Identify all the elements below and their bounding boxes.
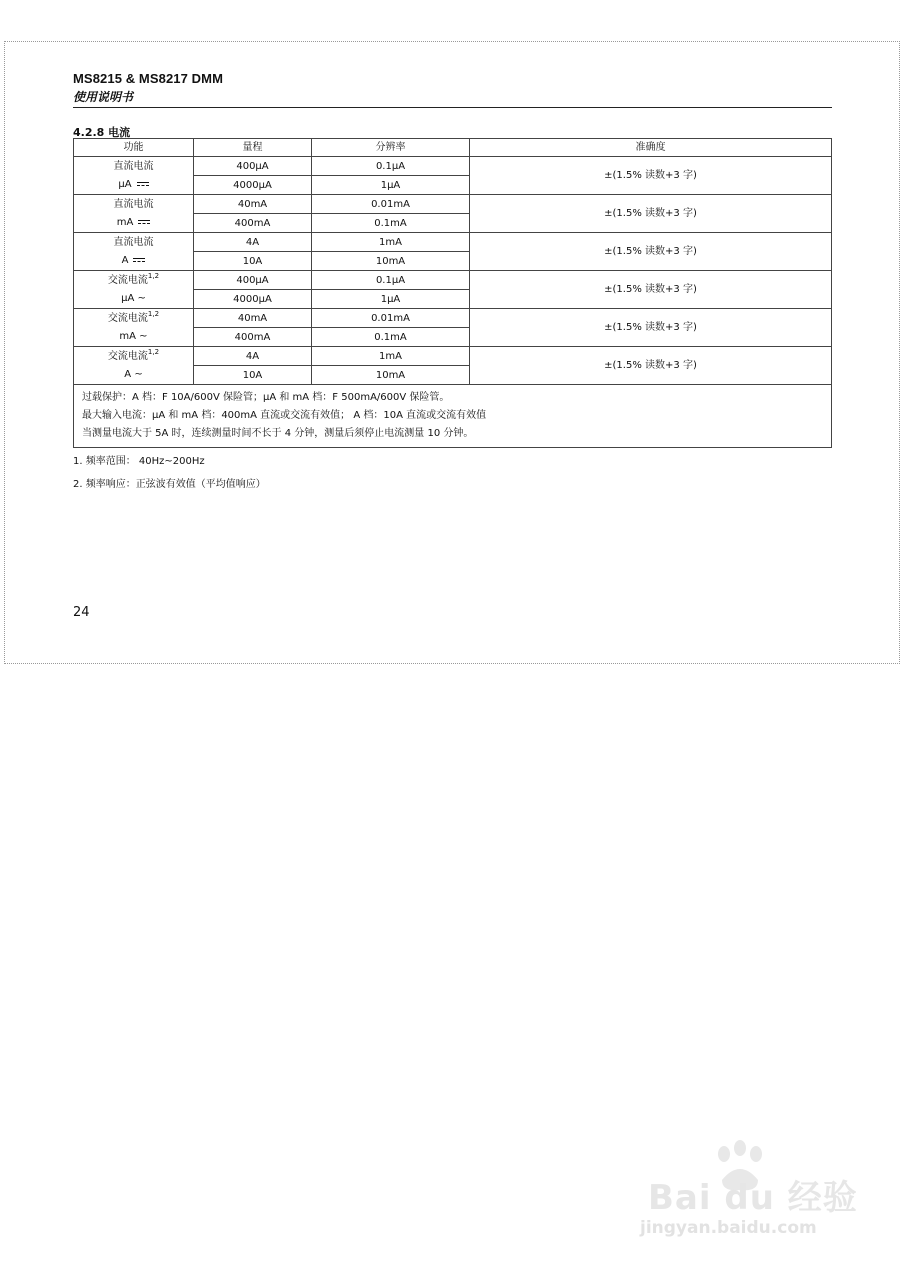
section-title: 4.2.8 电流 [73, 126, 131, 139]
accuracy-cell: ±(1.5% 读数+3 字) [470, 271, 832, 309]
function-name-cell [74, 157, 194, 176]
footnote-frequency-response: 2. 频率响应：正弦波有效值（平均值响应） [73, 479, 266, 490]
dc-symbol-icon [133, 258, 145, 263]
notes-cell [74, 385, 832, 448]
function-unit: μA ~ [121, 293, 146, 305]
table-row [74, 347, 832, 366]
function-name-cell [74, 233, 194, 252]
resolution-cell: 0.01mA [312, 309, 470, 328]
table-row [74, 271, 832, 290]
resolution-cell: 10mA [312, 252, 470, 271]
range-cell: 4A [194, 347, 312, 366]
table-row [74, 157, 832, 176]
baidu-watermark [640, 1140, 860, 1255]
function-unit: mA [116, 217, 134, 229]
document-title: MS8215 & MS8217 DMM [73, 71, 224, 86]
resolution-cell: 0.1μA [312, 157, 470, 176]
function-name-cell [74, 271, 194, 290]
function-unit: mA ~ [119, 331, 148, 343]
function-unit: A [121, 255, 129, 267]
range-cell: 10A [194, 252, 312, 271]
resolution-cell: 1μA [312, 290, 470, 309]
function-unit-cell [74, 328, 194, 347]
range-cell: 400μA [194, 157, 312, 176]
dc-symbol-icon [138, 220, 150, 225]
header-divider [73, 107, 832, 108]
footnote-ref: 1,2 [147, 347, 160, 356]
table-body [74, 157, 832, 385]
function-unit-cell [74, 252, 194, 271]
note-duration: 当测量电流大于 5A 时，连续测量时间不长于 4 分钟，测量后须停止电流测量 10 分钟。 [82, 428, 474, 439]
header-resolution: 分辨率 [312, 139, 470, 157]
range-cell: 4000μA [194, 176, 312, 195]
function-unit: A ~ [124, 369, 143, 381]
accuracy-cell: ±(1.5% 读数+3 字) [470, 347, 832, 385]
accuracy-cell: ±(1.5% 读数+3 字) [470, 309, 832, 347]
note-overload: 过载保护：A 档：F 10A/600V 保险管；μA 和 mA 档：F 500mA/600V 保险管。 [82, 392, 450, 403]
header-range: 量程 [194, 139, 312, 157]
notes-row [74, 385, 832, 448]
function-unit-cell [74, 366, 194, 385]
table-row [74, 195, 832, 214]
accuracy-cell: ±(1.5% 读数+3 字) [470, 195, 832, 233]
function-name: 交流电流 [107, 350, 148, 362]
dc-symbol-icon [137, 182, 149, 187]
resolution-cell: 1μA [312, 176, 470, 195]
range-cell: 400mA [194, 328, 312, 347]
range-cell: 40mA [194, 195, 312, 214]
resolution-cell: 1mA [312, 347, 470, 366]
function-name: 直流电流 [113, 236, 154, 248]
resolution-cell: 0.1μA [312, 271, 470, 290]
resolution-cell: 1mA [312, 233, 470, 252]
header-accuracy: 准确度 [470, 139, 832, 157]
footnote-frequency-range: 1. 频率范围： 40Hz~200Hz [73, 456, 205, 467]
resolution-cell: 0.01mA [312, 195, 470, 214]
function-name-cell [74, 347, 194, 366]
range-cell: 4A [194, 233, 312, 252]
function-unit-cell [74, 214, 194, 233]
table-row [74, 309, 832, 328]
accuracy-cell: ±(1.5% 读数+3 字) [470, 233, 832, 271]
note-max-input: 最大输入电流：μA 和 mA 档：400mA 直流或交流有效值； A 档：10A 直流或交流有效值 [82, 410, 487, 421]
page-number: 24 [73, 605, 90, 620]
range-cell: 4000μA [194, 290, 312, 309]
document-subtitle: 使用说明书 [73, 90, 134, 104]
range-cell: 40mA [194, 309, 312, 328]
function-name: 交流电流 [107, 312, 148, 324]
function-unit-cell [74, 176, 194, 195]
function-name-cell [74, 195, 194, 214]
resolution-cell: 0.1mA [312, 328, 470, 347]
resolution-cell: 0.1mA [312, 214, 470, 233]
function-unit-cell [74, 290, 194, 309]
footnote-ref: 1,2 [147, 271, 160, 280]
range-cell: 10A [194, 366, 312, 385]
function-name-cell [74, 309, 194, 328]
range-cell: 400μA [194, 271, 312, 290]
watermark-url: jingyan.baidu.com [640, 1218, 817, 1238]
table-row [74, 233, 832, 252]
function-unit: μA [118, 179, 132, 191]
function-name: 交流电流 [107, 274, 148, 286]
resolution-cell: 10mA [312, 366, 470, 385]
footnote-ref: 1,2 [147, 309, 160, 318]
accuracy-cell: ±(1.5% 读数+3 字) [470, 157, 832, 195]
range-cell: 400mA [194, 214, 312, 233]
header-function: 功能 [74, 139, 194, 157]
current-spec-table [73, 138, 832, 448]
watermark-brand: Bai du 经验 [648, 1178, 858, 1218]
function-name: 直流电流 [113, 160, 154, 172]
table-header-row [74, 139, 832, 157]
function-name: 直流电流 [113, 198, 154, 210]
